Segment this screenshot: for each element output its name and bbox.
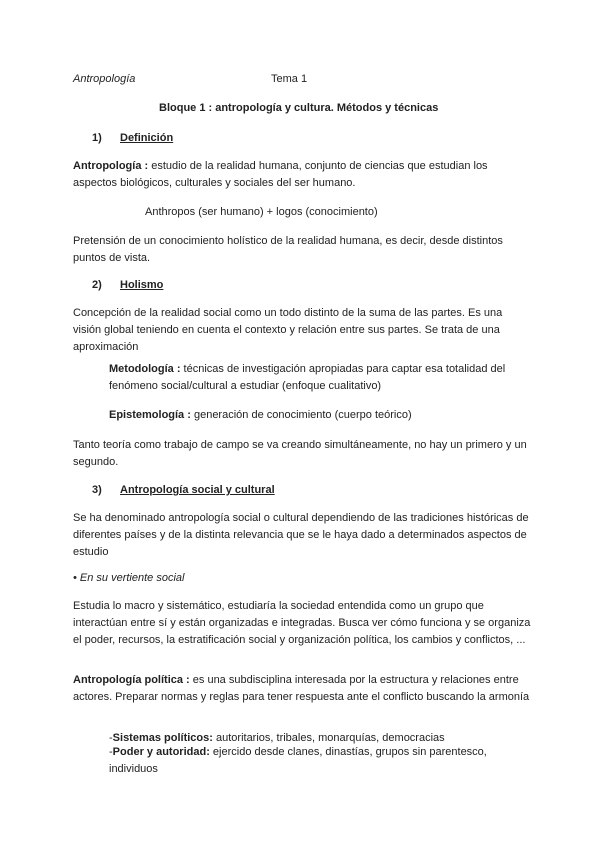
metodologia-term: Metodología : — [109, 363, 181, 375]
metodologia-text: técnicas de investigación apropiadas para captar esa totalidad del fenómeno social/cultural a estudiar (enfoque cualitativo) — [109, 363, 506, 392]
section-title: Definición — [120, 132, 174, 144]
definition-term: Antropología : — [73, 160, 149, 172]
epistemologia-term: Epistemología : — [109, 409, 191, 421]
antropologia-politica-term: Antropología política : — [73, 674, 190, 686]
vertiente-social-paragraph: Estudia lo macro y sistemático, estudiaría la sociedad entendida como un grupo que interactúan entre sí y están organizadas e integradas. Busca ver cómo funciona y se organiza el poder, recursos, la estratificación social y organización política, los cambios y conflictos, ... — [73, 600, 531, 646]
antropologia-politica-paragraph — [73, 672, 533, 706]
document-title: Bloque 1 : antropología y cultura. Métodos y técnicas — [159, 102, 439, 114]
definition-text: estudio de la realidad humana, conjunto de ciencias que estudian los aspectos biológicos, culturales y sociales del ser humano. — [73, 160, 488, 189]
section-heading-social-cultural — [92, 481, 275, 499]
list-term: Sistemas políticos: — [112, 732, 213, 744]
header-topic: Tema 1 — [271, 73, 308, 85]
list-term: Poder y autoridad: — [112, 746, 210, 758]
section-title: Antropología social y cultural — [120, 484, 275, 496]
list-dash: - — [109, 746, 113, 758]
definition-paragraph — [73, 158, 533, 192]
antropologia-politica-text: es una subdisciplina interesada por la estructura y relaciones entre actores. Preparar normas y reglas para tener respuesta ante el conflicto buscando la armonía — [73, 674, 530, 703]
holismo-intro-paragraph: Concepción de la realidad social como un todo distinto de la suma de las partes. Es una visión global teniendo en cuenta el contexto y relación entre sus partes. Se trata de una aproximación — [73, 307, 503, 353]
section-number: 2) — [92, 279, 102, 291]
section-number: 1) — [92, 132, 102, 144]
section-heading-definicion — [92, 129, 173, 147]
list-text: ejercido desde clanes, dinastías, grupos sin parentesco, individuos — [109, 746, 487, 775]
list-text: autoritarios, tribales, monarquías, democracias — [212, 732, 445, 744]
section-title: Holismo — [120, 279, 164, 291]
epistemologia-text: generación de conocimiento (cuerpo teórico) — [190, 409, 412, 421]
etymology-line: Anthropos (ser humano) + logos (conocimiento) — [145, 206, 378, 218]
list-dash: - — [109, 732, 113, 744]
section-heading-holismo — [92, 276, 163, 294]
epistemologia-paragraph — [109, 406, 412, 424]
metodologia-paragraph — [109, 361, 529, 395]
section-number: 3) — [92, 484, 102, 496]
social-cultural-intro-paragraph: Se ha denominado antropología social o cultural dependiendo de las tradiciones históricas de diferentes países y de la distinta relevancia que se le haya dado a determinados aspectos de estudio — [73, 512, 529, 558]
header-subject: Antropología — [73, 73, 136, 85]
pretension-paragraph: Pretensión de un conocimiento holístico de la realidad humana, es decir, desde distintos puntos de vista. — [73, 235, 503, 264]
vertiente-social-bullet: • En su vertiente social — [73, 572, 185, 584]
holismo-closing-paragraph: Tanto teoría como trabajo de campo se va creando simultáneamente, no hay un primero y un segundo. — [73, 439, 527, 468]
list-item-poder-autoridad — [109, 744, 509, 778]
